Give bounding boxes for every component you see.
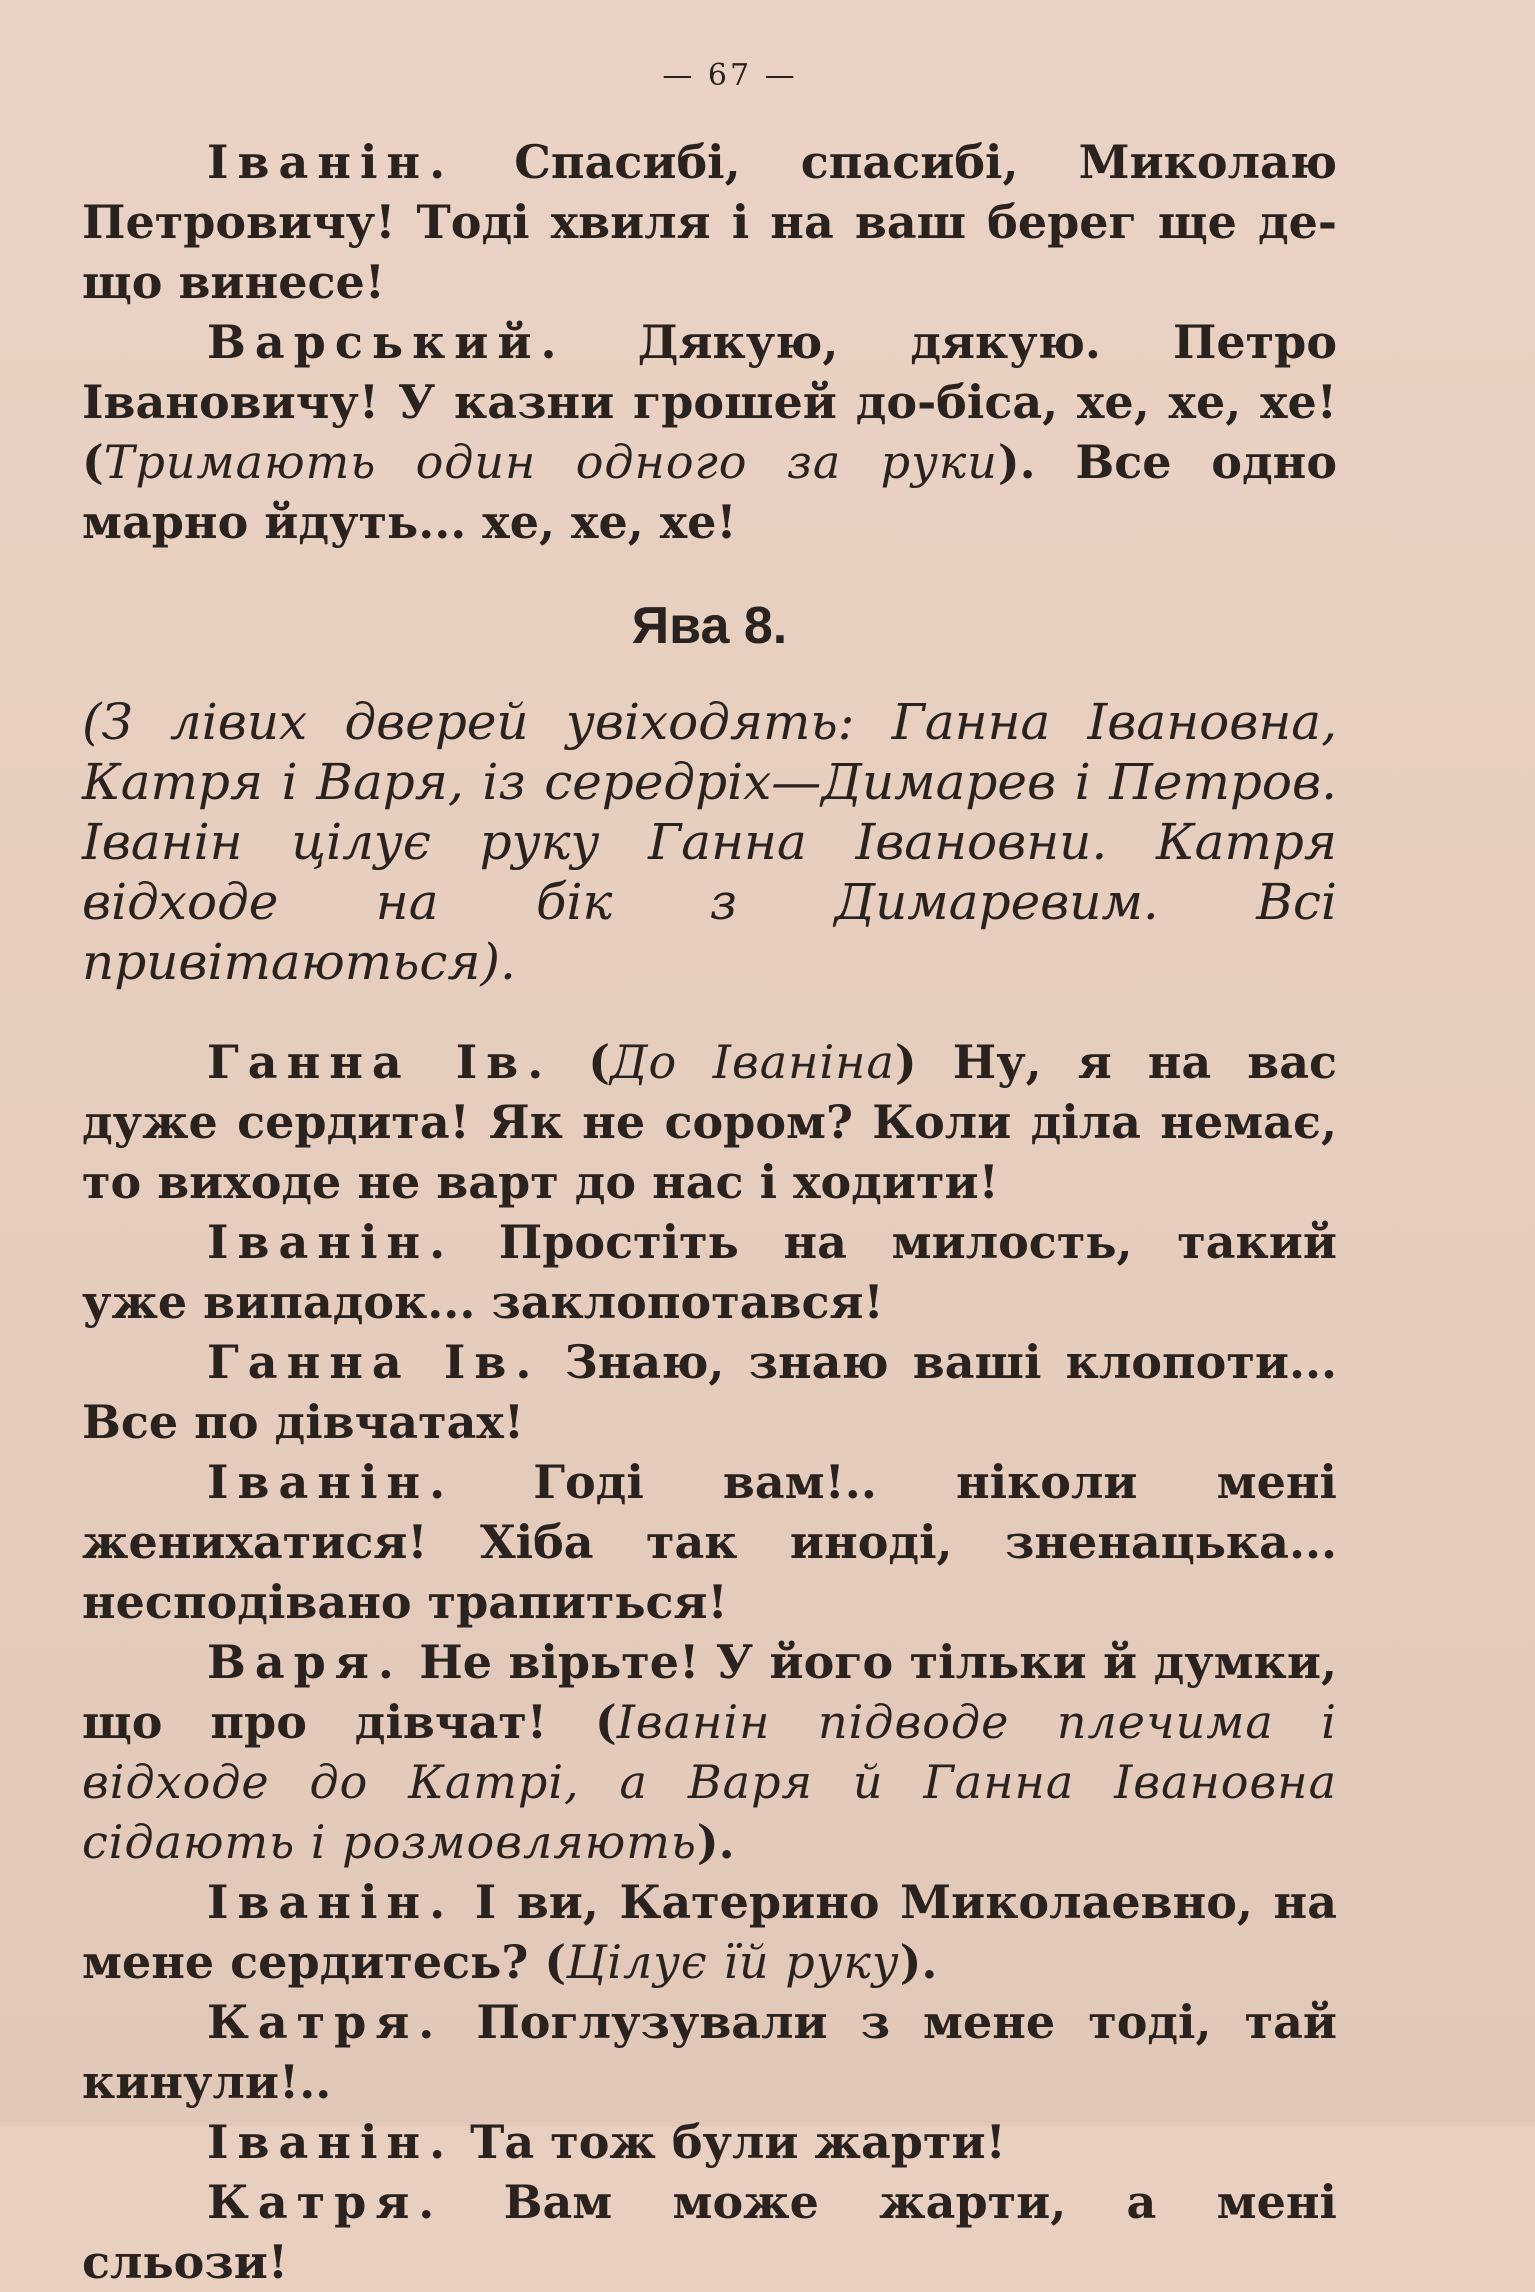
speech-text: Дякую, дякую. Петро Івановичу! У казни грошей до-біса, хе, хе, хе! ( bbox=[82, 315, 1337, 489]
speaker-name: Варський. bbox=[207, 315, 566, 369]
speaker-name: Іванін. bbox=[207, 1875, 455, 1929]
speech-text: Простіть на милость, такий уже випадок... заклопотався! bbox=[82, 1215, 1337, 1329]
stage-note: Іванін підводе плечима і відходе до Катрі, а Варя й Ганна Івановна сідають і розмовляють bbox=[82, 1695, 1337, 1869]
speech-text: Годі вам!.. ніколи мені женихатися! Хіба так иноді, зненацька... несподівано трапиться! bbox=[82, 1455, 1337, 1629]
speech-text: Поглузували з мене тоді, тай кинули!.. bbox=[82, 1995, 1337, 2109]
stage-direction: (З лівих дверей увіходять: Ганна Івановна, Катря і Варя, із середріх—Димарев і Петров. Іванін цілує руку Ганна Івановни. Катря відходе на бік з Димаревим. Всі привітаються). bbox=[82, 693, 1337, 991]
speaker-name: Іванін. bbox=[207, 135, 455, 189]
speaker-name: Іванін. bbox=[207, 1215, 455, 1269]
speaker-name: Катря. bbox=[207, 1995, 444, 2049]
page-number: — 67 — bbox=[662, 58, 798, 93]
speech-text: Не вірьте! У його тільки й думки, що про дівчат! ( bbox=[82, 1635, 1337, 1749]
speech-line bbox=[82, 1992, 1337, 2112]
speaker-name: Ганна Ів. bbox=[207, 1035, 553, 1089]
speech-text: Вам може жарти, а мені сльози! bbox=[82, 2175, 1337, 2289]
speaker-name: Катря. bbox=[207, 2175, 444, 2229]
speaker-name: Варя. bbox=[207, 1635, 403, 1689]
speech-text: І ви, Катерино Миколаевно, на мене сердитесь? ( bbox=[82, 1875, 1337, 1989]
stage-note: Цілує їй руку bbox=[566, 1935, 900, 1989]
speech-line bbox=[82, 2172, 1337, 2292]
speech-line bbox=[82, 1332, 1337, 1452]
speech-text: Спасибі, спасибі, Миколаю Петровичу! Тоді хвиля і на ваш берег ще де-що винесе! bbox=[82, 135, 1337, 309]
speech-line bbox=[82, 2112, 1337, 2172]
speech-line bbox=[82, 1632, 1337, 1872]
speaker-name: Іванін. bbox=[207, 1455, 455, 1509]
stage-note: До Іваніна bbox=[610, 1035, 895, 1089]
speech-line bbox=[82, 312, 1337, 552]
speech-line bbox=[82, 1452, 1337, 1632]
speech-text: ) Ну, я на вас дуже сердита! Як не сором? Коли діла немає, то виходе не варт до нас і ходити! bbox=[82, 1035, 1338, 1209]
scene-heading: Ява 8. bbox=[631, 597, 788, 655]
speech-line bbox=[82, 1212, 1337, 1332]
speech-text: Та тож були жарти! bbox=[454, 2115, 1006, 2169]
speech-text: ( bbox=[552, 1035, 611, 1089]
speaker-name: Іванін. bbox=[207, 2115, 455, 2169]
speech-line bbox=[82, 1872, 1337, 1992]
speech-text: Знаю, знаю ваші клопоти... Все по дівчатах! bbox=[82, 1335, 1337, 1449]
speech-text: ). bbox=[899, 1935, 938, 1989]
page-text bbox=[82, 132, 1337, 2292]
speech-text: ). bbox=[696, 1815, 735, 1869]
speech-text: ). Все одно марно йдуть... хе, хе, хе! bbox=[82, 435, 1337, 549]
speech-line bbox=[82, 1032, 1337, 1212]
speaker-name: Ганна Ів. bbox=[207, 1335, 541, 1389]
stage-note: Тримають один одного за руки bbox=[103, 435, 998, 489]
speech-line bbox=[82, 132, 1337, 312]
